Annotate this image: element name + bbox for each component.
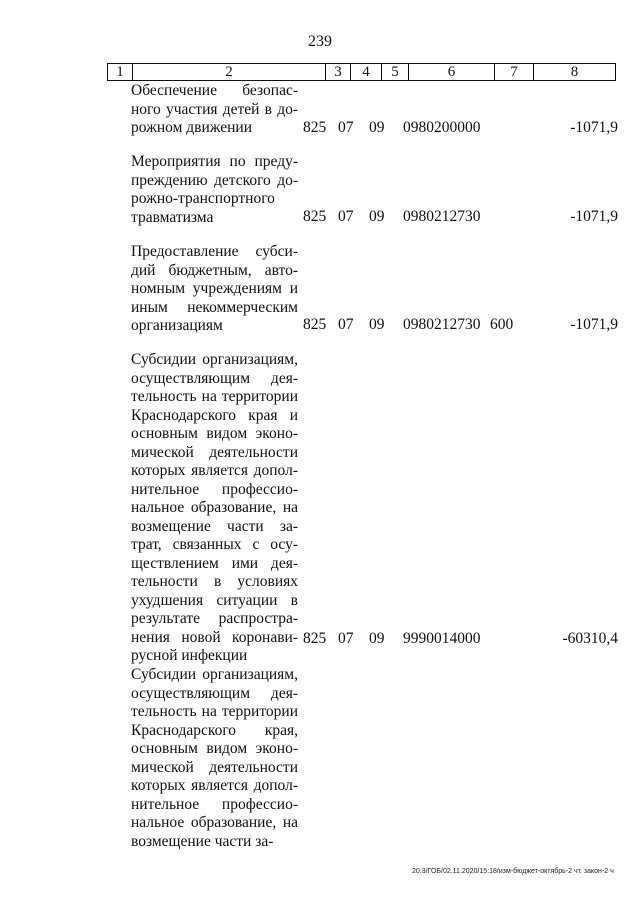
- row-name: Предоставление субси-дий бюджетным, авто-номным учреждениям и иным некоммерческим организациям: [131, 243, 298, 334]
- header-col-1: 1: [108, 64, 133, 80]
- header-col-4: 4: [351, 64, 382, 80]
- row-col-3: 825: [303, 208, 327, 225]
- row-col-8: -1071,9: [570, 119, 618, 136]
- footer-document-code: 20.3/ГОБ/02.11.2020/15:18/изм-бюджет-октябрь-2 чт. закон-2 ч: [412, 868, 614, 875]
- row-name: Мероприятия по преду-преждению детского до-рожно-транспортного травматизма: [131, 153, 298, 226]
- row-col-6: 0980212730: [403, 316, 481, 333]
- row-col-6: 0980200000: [403, 119, 481, 136]
- page-number: 239: [308, 33, 332, 50]
- row-col-3: 825: [303, 630, 327, 647]
- row-col-8: -60310,4: [562, 630, 618, 647]
- header-col-5: 5: [382, 64, 409, 80]
- row-col-3: 825: [303, 316, 327, 333]
- header-col-7: 7: [495, 64, 534, 80]
- row-name: Субсидии организациям, осуществляющим дея-тельность на территории Краснодарского края, основным видом эконо-мической деятельности которых является допол-нительное профессио-нальное образование, на возмещение части за-: [131, 666, 298, 850]
- row-col-3: 825: [303, 119, 327, 136]
- row-col-8: -1071,9: [570, 316, 618, 333]
- row-col-5: 09: [369, 630, 385, 647]
- row-col-4: 07: [338, 316, 354, 333]
- row-col-4: 07: [338, 630, 354, 647]
- row-col-5: 09: [369, 208, 385, 225]
- header-col-3: 3: [326, 64, 351, 80]
- row-col-7: 600: [490, 316, 514, 333]
- row-col-5: 09: [369, 316, 385, 333]
- row-col-8: -1071,9: [570, 208, 618, 225]
- row-col-6: 0980212730: [403, 208, 481, 225]
- table-header: [107, 63, 616, 81]
- header-col-8: 8: [570, 64, 579, 80]
- row-name: Субсидии организациям, осуществляющим дея-тельность на территории Краснодарского края и основным видом эконо-мической деятельности которых является допол-нительное профессио-нальное образование, на возмещение части за-трат, связанных с осу-ществлением ими дея-тельности в условиях ухудшения ситуации в результате распростра-нения новой коронави-русной инфекции: [131, 351, 298, 664]
- row-name: Обеспечение безопас-ного участия детей в до-рожном движении: [131, 82, 298, 136]
- row-col-6: 9990014000: [403, 630, 481, 647]
- row-col-4: 07: [338, 208, 354, 225]
- row-col-5: 09: [369, 119, 385, 136]
- header-col-6: 6: [409, 64, 495, 80]
- row-col-4: 07: [338, 119, 354, 136]
- header-col-2: 2: [133, 64, 326, 80]
